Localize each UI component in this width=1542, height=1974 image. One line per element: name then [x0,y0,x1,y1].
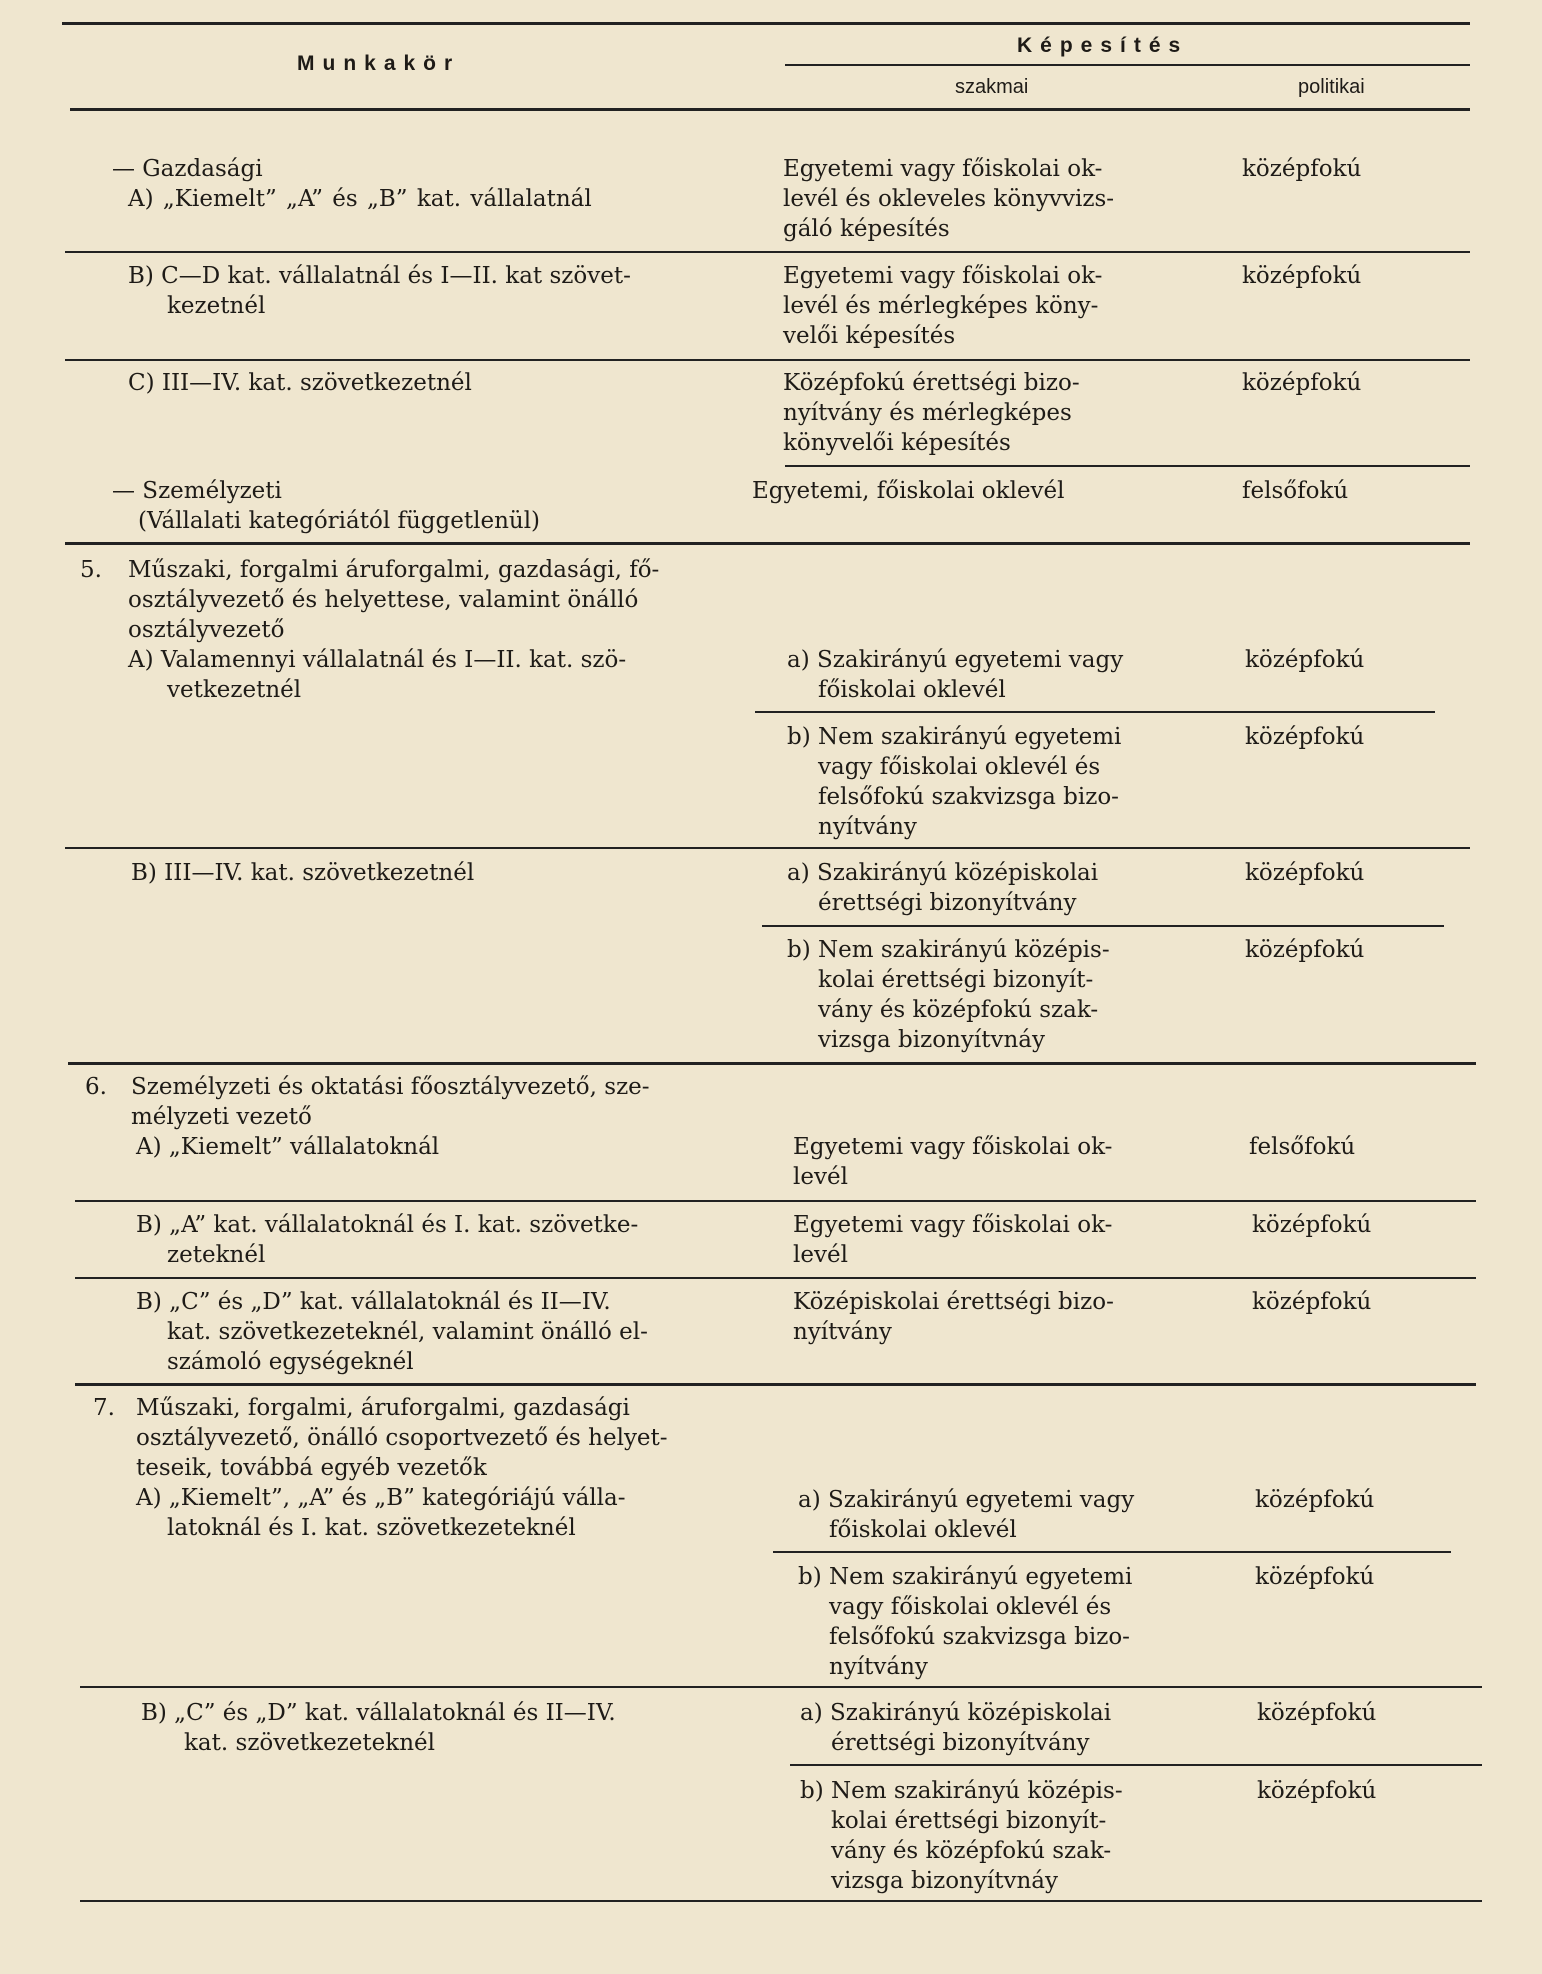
header-politikai: politikai [1298,76,1365,98]
header-szakmai: szakmai [955,76,1029,98]
row-6-b-politikai: középfokú [1252,1212,1372,1238]
rule [773,1551,1451,1553]
rule [80,1686,1482,1688]
section-rule [68,1062,1476,1065]
rule [65,251,1470,253]
top-rule [62,22,1470,25]
szemelyzeti-szakmai: Egyetemi, főiskolai oklevél [752,478,1065,504]
row-7-a2-politikai: középfokú [1255,1564,1375,1590]
header-bottom-rule [70,108,1470,111]
gazdasagi-c-politikai: középfokú [1242,370,1362,396]
row-5-a2-politikai: középfokú [1245,724,1365,750]
gazdasagi-c-munkakor: C) III—IV. kat. szövetkezetnél [128,370,472,396]
rule [65,847,1470,849]
gazdasagi-b-politikai: középfokú [1242,263,1362,289]
row-6-number: 6. [85,1074,107,1100]
gazdasagi-a-munkakor: A) „Kiemelt” „A” és „B” kat. vállalatnál [128,186,592,212]
szemelyzeti-title: — Személyzeti [112,478,282,504]
szemelyzeti-sub: (Vállalati kategóriától függetlenül) [138,508,541,534]
header-kepesites: Képesítés [1017,34,1189,57]
rule [785,465,1470,467]
row-7-b2-politikai: középfokú [1257,1778,1377,1804]
rule [790,1764,1482,1766]
document-page: Munkakör Képesítés szakmai politikai — Gazdasági A) „Kiemelt” „A” és „B” kat. vállalatnál Egyetemi vagy főiskolai ok- levél és okleveles könyvvizs- gáló képesítés középfokú B) C—D kat. vállalatnál és I—II. kat szövet- kezetnél Egyetemi vagy főiskolai ok- levél és mérlegképes köny- velői képesítés középfokú C) III—IV. kat. szövetkezetnél Középfokú érettségi bizo- nyítvány és mérlegképes könyvelői képesítés középfokú — Személyzeti (Vállalati kategóriától függetlenül) Egyetemi, főiskolai oklevél felsőfokú 5. Műszaki, forgalmi áruforgalmi, gazdasági, fő- osztályvezető és helyettese, valamint önálló osztályvezető A) Valamennyi vállalatnál és I—II. kat. szö- vetkezetnél a) Szakirányú egyetemi vagy főiskolai oklevél középfokú b) Nem szakirányú egyetemi vagy főiskolai oklevél és felsőfokú szakvizsga bizo- nyítvány középfokú B) III—IV. kat. szövetkezetnél a) Szakirányú középiskolai érettségi bizonyítvány középfokú b) Nem szakirányú középis- kolai érettségi bizonyít- vány és középfokú szak- vizsga bizonyítvnáy középfokú 6. Személyzeti és oktatási főosztályvezető, sze- mélyzeti vezető A) „Kiemelt” vállalatoknál Egyetemi vagy főiskolai ok- levél felsőfokú B) „A” kat. vállalatoknál és I. kat. szövetke- zeteknél Egyetemi vagy főiskolai ok- levél középfokú B) „C” és „D” kat. vállalatoknál és II—IV. kat. szövetkezeteknél, valamint önálló el- számoló egységeknél Középiskolai érettségi bizo- nyítvány középfokú 7. Műszaki, forgalmi, áruforgalmi, gazdasági osztályvezető, önálló csoportvezető és helyet- teseik, továbbá egyéb vezetők A) „Kiemelt”, „A” és „B” kategóriájú válla- latoknál és I. kat. szövetkezeteknél a) Szakirányú egyetemi vagy főiskolai oklevél középfokú b) Nem szakirányú egyetemi vagy főiskolai oklevél és felsőfokú szakvizsga bizo- nyítvány középfokú B) „C” és „D” kat. vállalatoknál és II—IV. kat. szövetkezeteknél a) Szakirányú középiskolai érettségi bizonyítvány középfokú b) Nem szakirányú középis- kolai érettségi bizonyít- vány és középfokú szak- vizsga bizonyítvnáy középfokú [0,0,1542,1974]
bottom-rule [80,1900,1482,1902]
section-rule [65,542,1470,545]
kepesites-rule [785,64,1470,66]
row-7-number: 7. [93,1395,115,1421]
szemelyzeti-politikai: felsőfokú [1242,478,1349,504]
rule [755,711,1435,713]
row-6-a-munkakor: A) „Kiemelt” vállalatoknál [136,1134,440,1160]
section-rule [75,1383,1476,1386]
rule [75,1277,1476,1279]
row-5-b2-politikai: középfokú [1245,937,1365,963]
gazdasagi-title: — Gazdasági [112,156,263,182]
header-munkakor: Munkakör [297,52,461,75]
gazdasagi-a-politikai: középfokú [1242,156,1362,182]
row-7-b1-politikai: középfokú [1257,1700,1377,1726]
row-5-b-munkakor: B) III—IV. kat. szövetkezetnél [131,860,475,886]
row-6-c-politikai: középfokú [1252,1289,1372,1315]
rule [762,925,1444,927]
rule [65,359,1470,361]
row-5-a1-politikai: középfokú [1245,647,1365,673]
row-5-b1-politikai: középfokú [1245,860,1365,886]
row-5-number: 5. [80,557,102,583]
rule [75,1200,1476,1202]
row-7-a1-politikai: középfokú [1255,1487,1375,1513]
row-6-a-politikai: felsőfokú [1249,1134,1356,1160]
